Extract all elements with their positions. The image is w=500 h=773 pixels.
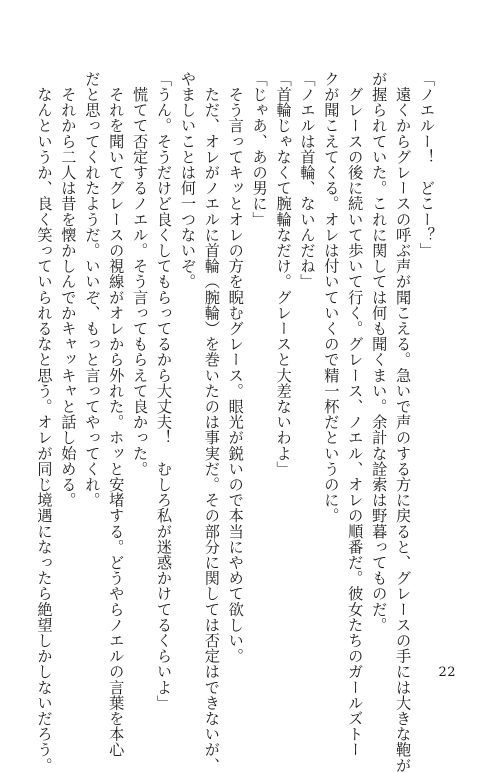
text-line: 「うん。そうだけど良くしてもらってるから大丈夫！ むしろ私が迷惑かけてるくらいよ」 <box>155 71 174 711</box>
text-line: 遠くからグレースの呼ぶ声が聞こえる。急いで声のする方に戻ると、グレースの手には大きな鞄が <box>394 71 413 773</box>
page-number: 22 <box>438 665 456 680</box>
text-line: それを聞いてグレースの視線がオレから外れた。ホッと安堵する。どうやらノエルの言葉を本心 <box>107 71 126 758</box>
text-line: クが聞こえてくる。オレは付いていくので精一杯だというのに。 <box>322 71 341 524</box>
text-line: が握られていた。これに関しては何も聞くまい。余計な詮索は野暮ってものだ。 <box>370 71 389 633</box>
text-line: 「じゃあ、あの男に」 <box>250 71 269 227</box>
text-line: ただ、オレがノエルに首輪（腕輪）を巻いたのは事実だ。その部分に関しては否定はできないが、 <box>202 71 221 773</box>
vertical-text-block <box>35 71 438 773</box>
text-line: 「ノエルは首輪、ないんだね」 <box>298 71 317 290</box>
text-line: 「首輪じゃなくて腕輪なだけ。グレースと大差ないわよ」 <box>274 71 293 477</box>
text-line: 「ノエルー！ どこー？」 <box>418 71 436 259</box>
text-line: だと思ってくれたようだ。いいぞ、もっと言ってやってくれ。 <box>83 71 102 508</box>
text-line: それから二人は昔を懐かしんでかキャッキャと話し始める。 <box>59 71 78 508</box>
text-line: グレースの後に続いて歩いて行く。グレース、ノエル、オレの順番だ。彼女たちのガールズトー <box>346 71 365 758</box>
text-line: なんというか、良く笑っていられるなと思う。オレが同じ境遇になったら絶望しかしないだろう。 <box>35 71 54 773</box>
text-line: やましいことは何一つないぞ。 <box>178 71 197 290</box>
text-line: そう言ってキッとオレの方を睨むグレース。眼光が鋭いので本当にやめて欲しい。 <box>226 71 245 664</box>
text-line: 慌てて否定するノエル。そう言ってもらえて良かった。 <box>131 71 150 477</box>
